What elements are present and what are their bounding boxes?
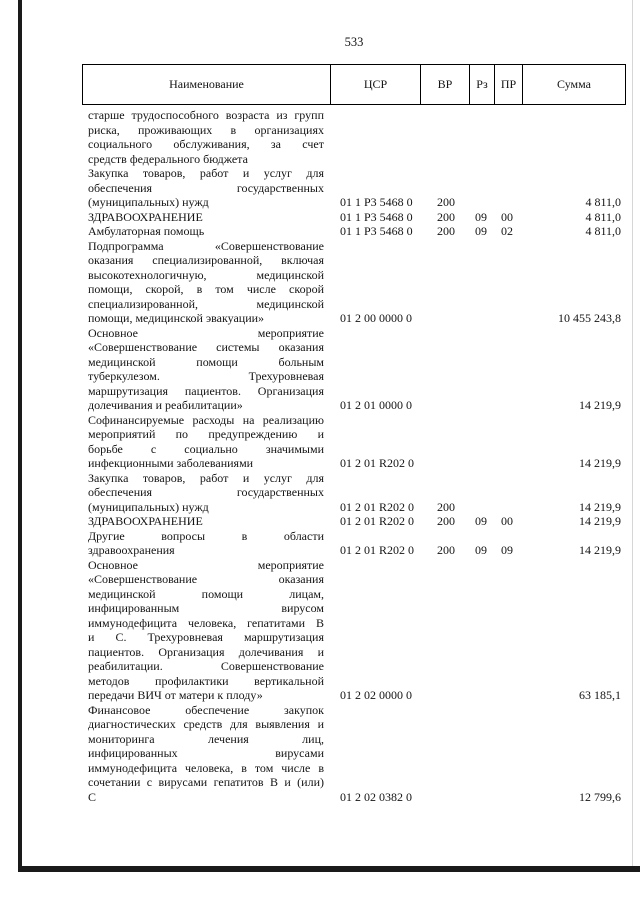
name-line: Другие вопросы в области	[88, 528, 324, 543]
row-csr: 01 2 01 R202 0	[340, 456, 415, 470]
name-line: обеспечения государственных	[88, 180, 324, 195]
row-name	[88, 558, 324, 703]
header-sum: Сумма	[522, 65, 625, 104]
table-row	[0, 413, 640, 471]
name-line: методов профилактики вертикальной	[88, 673, 324, 688]
name-line: (муниципальных) нужд	[88, 195, 209, 209]
row-csr: 01 1 Р3 5468 0	[340, 224, 413, 238]
name-line: иммунодефицита человека, в том числе в	[88, 760, 324, 775]
row-name	[88, 471, 324, 515]
name-line: обеспечения государственных	[88, 485, 324, 499]
table-row	[0, 529, 640, 558]
row-name	[88, 166, 324, 210]
name-line: пациентов. Организация долечивания и	[88, 644, 324, 659]
row-csr: 01 2 01 R202 0	[340, 499, 415, 514]
header-csr: ЦСР	[330, 65, 420, 104]
table-row	[0, 166, 640, 210]
table-row	[0, 703, 640, 805]
row-name	[88, 529, 324, 558]
row-pr: 02	[501, 224, 513, 238]
name-line: Подпрограмма «Совершенствование	[88, 238, 324, 253]
name-line: инфицированным вирусом	[88, 601, 324, 615]
header-rz: Рз	[469, 65, 494, 104]
row-rz: 09	[475, 543, 487, 557]
header-vr: ВР	[420, 65, 469, 104]
scan-edge-bottom	[18, 866, 640, 872]
row-sum: 10 455 243,8	[558, 311, 621, 325]
row-csr: 01 2 01 R202 0	[340, 514, 415, 528]
name-line: Финансовое обеспечение закупок	[88, 702, 324, 717]
row-rz: 09	[475, 514, 487, 528]
row-rz: 09	[475, 224, 487, 238]
name-line: туберкулезом. Трехуровневая	[88, 369, 324, 383]
row-sum: 12 799,6	[579, 789, 621, 804]
table-row	[0, 471, 640, 515]
row-sum: 14 219,9	[579, 456, 621, 470]
name-line: Амбулаторная помощь	[88, 224, 205, 238]
table-row	[0, 558, 640, 703]
row-name	[88, 108, 324, 166]
row-csr: 01 1 Р3 5468 0	[340, 209, 413, 224]
row-csr: 01 2 02 0000 0	[340, 688, 412, 702]
name-line: маршрутизация пациентов. Организация	[88, 383, 324, 398]
row-pr: 00	[501, 514, 513, 528]
header-name: Наименование	[169, 77, 244, 91]
row-csr: 01 2 00 0000 0	[340, 311, 412, 325]
row-name	[88, 224, 324, 239]
name-line: средств федерального бюджета	[88, 151, 248, 166]
row-pr: 09	[501, 543, 513, 557]
name-line: оказания специализированной, включая	[88, 253, 324, 267]
row-vr: 200	[437, 224, 455, 238]
table-row	[0, 108, 640, 166]
page-number: 533	[344, 35, 364, 49]
row-rz: 09	[475, 209, 487, 224]
name-line: борьбе с социально значимыми	[88, 441, 324, 456]
row-sum: 4 811,0	[585, 209, 621, 224]
name-line: высокотехнологичную, медицинской	[88, 267, 324, 282]
table-row	[0, 326, 640, 413]
table-row	[0, 210, 640, 225]
row-name	[88, 210, 324, 225]
name-line: диагностических средств для выявления и	[88, 717, 324, 731]
name-line: помощи, скорой, в том числе скорой	[88, 282, 324, 296]
table-row	[0, 224, 640, 239]
name-line: старше трудоспособного возраста из групп	[88, 108, 324, 122]
table-row	[0, 514, 640, 529]
name-line: (муниципальных) нужд	[88, 499, 209, 514]
row-sum: 14 219,9	[579, 514, 621, 528]
row-name	[88, 239, 324, 326]
name-line: помощи, медицинской эвакуации»	[88, 311, 265, 325]
name-line: инфекционными заболеваниями	[88, 456, 254, 470]
name-line: инфицированных вирусами	[88, 746, 324, 760]
name-line: Закупка товаров, работ и услуг для	[88, 166, 324, 180]
name-line: и С. Трехуровневая маршрутизация	[88, 630, 324, 644]
name-line: С	[88, 789, 97, 804]
row-name	[88, 703, 324, 805]
name-line: медицинской помощи больным	[88, 354, 324, 369]
name-line: Закупка товаров, работ и услуг для	[88, 470, 324, 485]
header-pr: ПР	[494, 65, 522, 104]
name-line: риска, проживающих в организациях	[88, 122, 324, 137]
row-vr: 200	[437, 543, 455, 557]
name-line: ЗДРАВООХРАНЕНИЕ	[88, 209, 203, 224]
row-csr: 01 2 01 0000 0	[340, 398, 412, 412]
name-line: «Совершенствование системы оказания	[88, 340, 324, 354]
row-pr: 00	[501, 209, 513, 224]
name-line: реабилитации. Совершенствование	[88, 659, 324, 673]
name-line: мероприятий по предупреждению и	[88, 427, 324, 441]
table-body	[0, 108, 640, 804]
name-line: передачи ВИЧ от матери к плоду»	[88, 688, 263, 702]
row-name	[88, 326, 324, 413]
name-line: медицинской помощи лицам,	[88, 586, 324, 601]
row-csr: 01 2 01 R202 0	[340, 543, 415, 557]
row-name	[88, 413, 324, 471]
name-line: сочетании с вирусами гепатитов В и (или)	[88, 775, 324, 789]
row-name	[88, 514, 324, 529]
name-line: здравоохранения	[88, 543, 175, 557]
row-vr: 200	[437, 195, 455, 209]
table-header	[82, 64, 626, 105]
name-line: Основное мероприятие	[88, 557, 324, 572]
name-line: «Совершенствование оказания	[88, 572, 324, 586]
row-sum: 63 185,1	[579, 688, 621, 702]
row-csr: 01 1 Р3 5468 0	[340, 195, 413, 209]
row-sum: 4 811,0	[585, 224, 621, 238]
name-line: ЗДРАВООХРАНЕНИЕ	[88, 514, 203, 528]
name-line: долечивания и реабилитации»	[88, 398, 243, 412]
row-vr: 200	[437, 209, 455, 224]
table-row	[0, 239, 640, 326]
name-line: Софинансируемые расходы на реализацию	[88, 412, 324, 427]
row-sum: 4 811,0	[585, 195, 621, 209]
row-csr: 01 2 02 0382 0	[340, 789, 412, 804]
row-vr: 200	[437, 514, 455, 528]
name-line: Основное мероприятие	[88, 325, 324, 340]
row-sum: 14 219,9	[579, 398, 621, 412]
row-sum: 14 219,9	[579, 543, 621, 557]
name-line: иммунодефицита человека, гепатитами В	[88, 615, 324, 630]
name-line: социального обслуживания, за счет	[88, 137, 324, 151]
row-vr: 200	[437, 499, 455, 514]
name-line: мониторинга лечения лиц,	[88, 731, 324, 746]
name-line: специализированной, медицинской	[88, 296, 324, 311]
row-sum: 14 219,9	[579, 499, 621, 514]
